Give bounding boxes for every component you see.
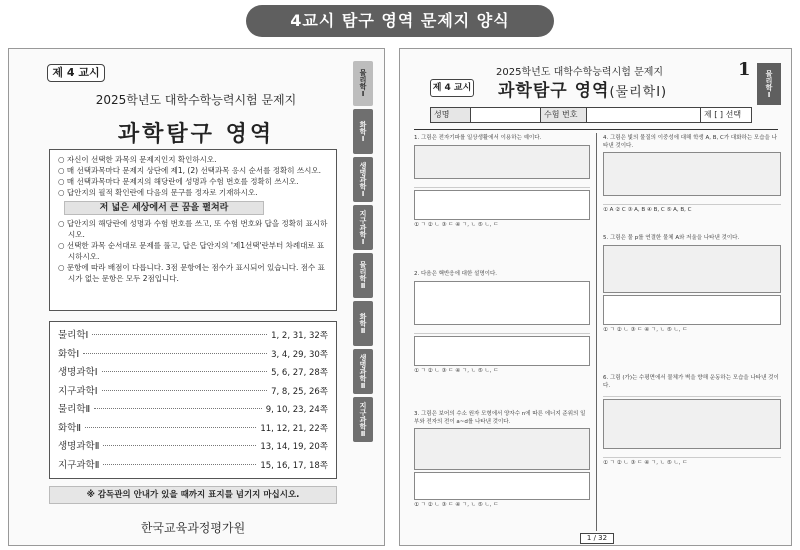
test-title-main: 과학탐구 영역 bbox=[498, 81, 610, 101]
session-label: 제 4 교시 bbox=[47, 64, 105, 82]
answer-options: ① ㄱ ② ㄴ ③ ㄷ ④ ㄱ, ㄴ ⑤ ㄴ, ㄷ bbox=[414, 502, 499, 508]
test-page bbox=[399, 48, 792, 546]
toc-subject: 물리학Ⅱ bbox=[58, 404, 91, 415]
question-figure bbox=[603, 399, 781, 449]
answer-options: ① ㄱ ② ㄴ ③ ㄷ ④ ㄱ, ㄴ ⑤ ㄴ, ㄷ bbox=[603, 326, 688, 333]
answer-options: ① ㄱ ② ㄴ ③ ㄷ ④ ㄱ, ㄴ ⑤ ㄴ, ㄷ bbox=[414, 367, 499, 374]
toc-leader bbox=[92, 334, 267, 335]
question-4 bbox=[603, 135, 781, 215]
toc-leader bbox=[103, 464, 256, 465]
test-title-subject: (물리학Ⅰ) bbox=[609, 85, 668, 100]
toc-subject: 생명과학Ⅰ bbox=[58, 367, 98, 378]
toc-row bbox=[58, 364, 328, 383]
instruction-item: ○ 답안지의 필적 확인란에 다음의 문구를 정자로 기재하시오. bbox=[58, 188, 258, 197]
toc-row bbox=[58, 420, 328, 439]
toc-pages: 9, 10, 23, 24쪽 bbox=[265, 405, 328, 415]
question-stem: 6. 그림 (가)는 수평면에서 물체가 벽을 향해 운동하는 모습을 나타낸 것이다. bbox=[603, 375, 779, 389]
question-stem: 2. 다음은 핵반응에 대한 설명이다. bbox=[414, 271, 498, 277]
cover-page bbox=[8, 48, 385, 546]
toc-subject: 물리학Ⅰ bbox=[58, 330, 89, 341]
statement-box bbox=[414, 336, 590, 366]
question-figure bbox=[603, 152, 781, 196]
test-title bbox=[498, 76, 667, 101]
instruction-item: ○ 매 선택과목마다 문제지 상단에 제1, (2) 선택과목 응시 순서를 정확히 쓰시오. bbox=[58, 166, 322, 175]
examinee-info-row bbox=[430, 107, 752, 123]
name-field[interactable] bbox=[471, 108, 541, 122]
question-5 bbox=[603, 235, 781, 334]
subject-toc bbox=[49, 321, 337, 479]
subject-tab[interactable]: 화학Ⅰ bbox=[353, 109, 373, 154]
question-figure bbox=[414, 145, 590, 179]
toc-leader bbox=[102, 390, 268, 391]
text-line bbox=[414, 181, 590, 188]
toc-pages: 1, 2, 31, 32쪽 bbox=[271, 331, 328, 341]
side-subject-tab: 물리학Ⅰ bbox=[757, 63, 781, 105]
subject-tabs bbox=[353, 61, 373, 445]
toc-subject: 화학Ⅰ bbox=[58, 348, 80, 360]
question-figure bbox=[414, 428, 590, 470]
supervisor-notice: ※ 감독관의 안내가 있을 때까지 표지를 넘기지 마십시오. bbox=[49, 486, 337, 504]
subject-tab[interactable]: 지구과학Ⅰ bbox=[353, 205, 373, 250]
publisher-name: 한국교육과정평가원 bbox=[140, 521, 246, 535]
question-figure bbox=[603, 245, 781, 293]
toc-pages: 5, 6, 27, 28쪽 bbox=[271, 368, 328, 378]
question-stem: 3. 그림은 보어의 수소 원자 모형에서 양자수 n에 따른 에너지 준위의 일부와 전자의 전이 a~d를 나타낸 것이다. bbox=[414, 411, 586, 425]
statement-box bbox=[414, 472, 590, 500]
statement-box bbox=[414, 190, 590, 220]
instruction-item: ○ 선택한 과목 순서대로 문제를 풀고, 답은 답안지의 '제1선택'란부터 차례대로 표시하시오. bbox=[58, 241, 325, 261]
answer-options: ① ㄱ ② ㄴ ③ ㄷ ④ ㄱ, ㄴ ⑤ ㄴ, ㄷ bbox=[603, 460, 688, 466]
question-stem: 1. 그림은 전자기파를 일상생활에서 이용하는 예이다. bbox=[414, 135, 542, 141]
subject-tab[interactable]: 물리학Ⅱ bbox=[353, 253, 373, 298]
page-footer: 1 / 32 bbox=[580, 533, 614, 544]
handwriting-phrase: 저 넓은 세상에서 큰 꿈을 펼쳐라 bbox=[64, 201, 264, 215]
toc-pages: 11, 12, 21, 22쪽 bbox=[260, 423, 328, 434]
instruction-item: ○ 매 선택과목마다 문제지의 해당란에 성명과 수험 번호를 정확히 쓰시오. bbox=[58, 177, 299, 186]
text-line bbox=[414, 327, 590, 334]
toc-leader bbox=[94, 408, 262, 409]
subject-tab[interactable]: 생명과학Ⅱ bbox=[353, 349, 373, 394]
toc-subject: 생명과학Ⅱ bbox=[58, 441, 100, 452]
question-stem: 5. 그림은 물 p를 연결한 물체 A와 저울을 나타낸 것이다. bbox=[603, 235, 740, 241]
question-2 bbox=[414, 271, 590, 375]
subject-tab[interactable]: 생명과학Ⅰ bbox=[353, 157, 373, 202]
header-banner: 4교시 탐구 영역 문제지 양식 bbox=[246, 5, 554, 37]
toc-row bbox=[58, 327, 328, 346]
instructions-box bbox=[49, 149, 337, 311]
text-line bbox=[603, 451, 781, 458]
toc-pages: 15, 16, 17, 18쪽 bbox=[260, 460, 328, 471]
toc-pages: 13, 14, 19, 20쪽 bbox=[260, 442, 328, 452]
instruction-item: ○ 자신이 선택한 과목의 문제지인지 확인하시오. bbox=[58, 155, 217, 164]
instruction-item: ○ 답안지의 해당란에 성명과 수험 번호를 쓰고, 또 수험 번호와 답을 정확히 표시하시오. bbox=[58, 219, 328, 239]
question-1 bbox=[414, 135, 590, 229]
session-label: 제 4 교시 bbox=[430, 79, 474, 97]
text-line bbox=[603, 390, 781, 397]
selection-label: 제 [ ] 선택 bbox=[704, 110, 742, 119]
page-number: 1 bbox=[738, 59, 751, 80]
header-rule bbox=[414, 129, 778, 130]
toc-subject: 화학Ⅱ bbox=[58, 422, 82, 434]
exam-subtitle: 2025학년도 대학수학능력시험 문제지 bbox=[95, 93, 297, 107]
column-divider bbox=[596, 133, 597, 531]
question-stem: 4. 그림은 빛의 물질의 이중성에 대해 학생 A, B, C가 대화하는 모습을 나타낸 것이다. bbox=[603, 135, 777, 149]
statement-box bbox=[603, 295, 781, 325]
exam-subtitle: 2025학년도 대학수학능력시험 문제지 bbox=[496, 67, 664, 78]
answer-options: ① ㄱ ② ㄴ ③ ㄷ ④ ㄱ, ㄴ ⑤ ㄴ, ㄷ bbox=[414, 221, 499, 228]
subject-tab[interactable]: 화학Ⅱ bbox=[353, 301, 373, 346]
toc-row bbox=[58, 383, 328, 402]
toc-pages: 3, 4, 29, 30쪽 bbox=[271, 349, 328, 360]
exam-number-label: 수험 번호 bbox=[541, 108, 587, 122]
question-figure bbox=[414, 281, 590, 325]
toc-leader bbox=[83, 353, 267, 354]
toc-pages: 7, 8, 25, 26쪽 bbox=[271, 386, 328, 397]
instruction-item: ○ 문항에 따라 배점이 다릅니다. 3점 문항에는 점수가 표시되어 있습니다. 점수 표시가 없는 문항은 모두 2점입니다. bbox=[58, 263, 325, 283]
toc-row bbox=[58, 438, 328, 457]
cover-title: 과학탐구 영역 bbox=[117, 122, 275, 147]
toc-row bbox=[58, 457, 328, 476]
exam-number-field[interactable] bbox=[587, 108, 701, 122]
question-3 bbox=[414, 411, 590, 510]
toc-subject: 지구과학Ⅰ bbox=[58, 385, 98, 397]
toc-leader bbox=[103, 445, 256, 446]
toc-row bbox=[58, 401, 328, 420]
subject-tab[interactable]: 물리학Ⅰ bbox=[353, 61, 373, 106]
text-line bbox=[603, 198, 781, 205]
toc-leader bbox=[85, 427, 256, 428]
answer-options: ① A ② C ③ A, B ④ B, C ⑤ A, B, C bbox=[603, 207, 692, 213]
toc-row bbox=[58, 346, 328, 365]
name-label: 성명 bbox=[431, 108, 471, 122]
toc-subject: 지구과학Ⅱ bbox=[58, 459, 100, 471]
subject-tab[interactable]: 지구과학Ⅱ bbox=[353, 397, 373, 442]
toc-leader bbox=[102, 371, 268, 372]
question-6 bbox=[603, 375, 781, 468]
